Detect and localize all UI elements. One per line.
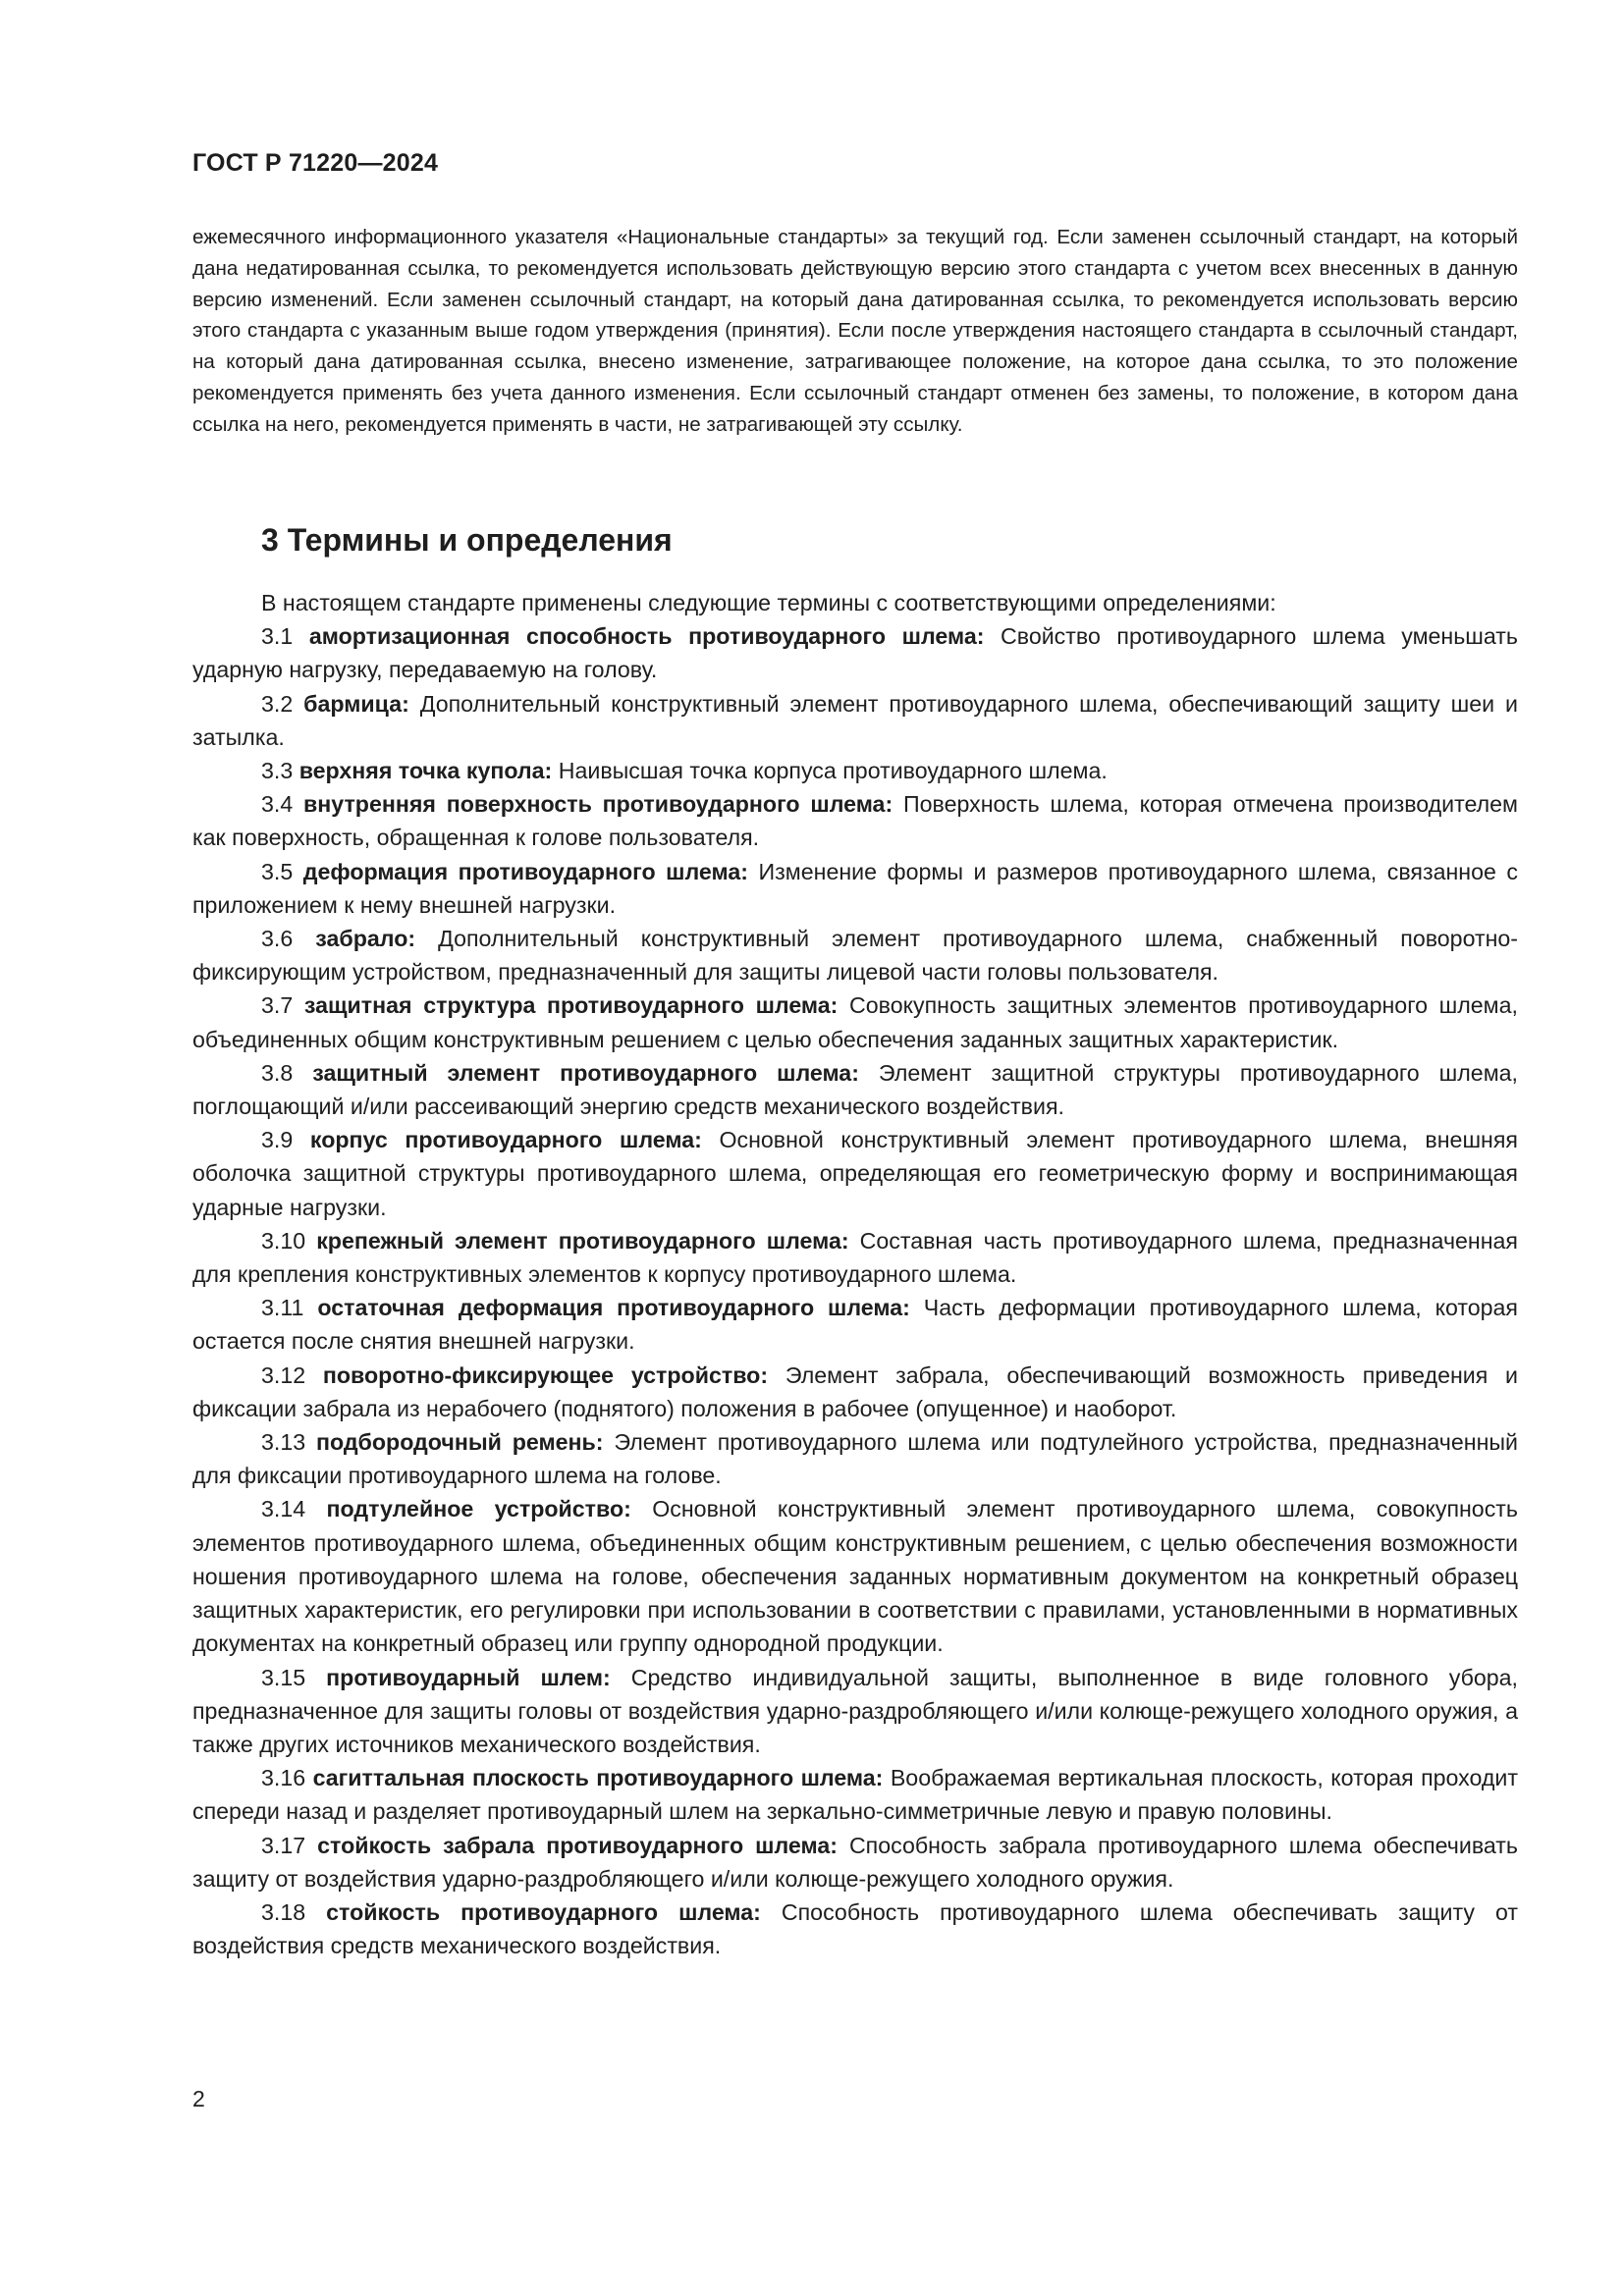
term-entry xyxy=(192,1492,1518,1660)
term-definition: Совокупность защитных элементов противоударного шлема, объединенных общим конструктивным решением с целью обеспечения заданных защитных характеристик. xyxy=(192,992,1518,1052)
term-entry xyxy=(192,1056,1518,1123)
term-entry xyxy=(192,1829,1518,1896)
term-definition: Часть деформации противоударного шлема, которая остается после снятия внешней нагрузки. xyxy=(192,1295,1518,1355)
term-name: поворотно-фиксирующее устройство: xyxy=(322,1362,769,1388)
term-entry xyxy=(192,754,1518,787)
term-name: деформация противоударного шлема: xyxy=(302,858,748,884)
term-name: подбородочный ремень: xyxy=(315,1429,604,1456)
term-entry xyxy=(192,922,1518,988)
term-entry xyxy=(192,619,1518,686)
term-number: 3.16 xyxy=(261,1765,306,1791)
term-number: 3.5 xyxy=(261,858,294,884)
term-number: 3.9 xyxy=(261,1127,294,1153)
term-definition: Воображаемая вертикальная плоскость, которая проходит спереди назад и разделяет противоударный шлем на зеркально-симметричные левую и правую половины. xyxy=(192,1765,1518,1825)
term-name: бармица: xyxy=(303,690,409,717)
term-name: подтулейное устройство: xyxy=(326,1496,631,1522)
term-number: 3.1 xyxy=(261,623,294,650)
term-definition: Дополнительный конструктивный элемент противоударного шлема, снабженный поворотно-фиксирующим устройством, предназначенный для защиты лицевой части головы пользователя. xyxy=(192,926,1519,986)
term-definition: Поверхность шлема, которая отмечена производителем как поверхность, обращенная к голове пользователя. xyxy=(192,791,1518,851)
term-definition: Элемент противоударного шлема или подтулейного устройства, предназначенный для фиксации противоударного шлема на голове. xyxy=(192,1429,1518,1489)
term-definition: Способность противоударного шлема обеспечивать защиту от воздействия средств механического воздействия. xyxy=(192,1898,1518,1959)
term-entry xyxy=(192,1425,1518,1492)
term-entry xyxy=(192,1291,1518,1358)
term-name: крепежный элемент противоударного шлема: xyxy=(316,1227,849,1254)
term-entry xyxy=(192,1761,1518,1828)
term-number: 3.8 xyxy=(261,1059,294,1086)
intro-paragraph: ежемесячного информационного указателя «Национальные стандарты» за текущий год. Если заменен ссылочный стандарт, на который дана недатированная ссылка, то рекомендуется использовать действующую версию этого стандарта с учетом всех внесенных в данную версию изменений. Если заменен ссылочный стандарт, на который дана датированная ссылка, то рекомендуется использовать версию этого стандарта с указанным выше годом утверждения (принятия). Если после утверждения настоящего стандарта в ссылочный стандарт, на который дана датированная ссылка, внесено изменение, затрагивающее положение, на которое дана ссылка, то это положение рекомендуется применять без учета данного изменения. Если ссылочный стандарт отменен без замены, то положение, в котором дана ссылка на него, рекомендуется применять в части, не затрагивающей эту ссылку. xyxy=(192,226,1518,436)
term-number: 3.3 xyxy=(261,758,294,784)
term-number: 3.11 xyxy=(261,1295,304,1321)
term-definition: Основной конструктивный элемент противоударного шлема, внешняя оболочка защитной структуры противоударного шлема, определяющая его геометрическую форму и воспринимающая ударные нагрузки. xyxy=(192,1127,1518,1220)
term-name: защитный элемент противоударного шлема: xyxy=(312,1059,859,1086)
term-entry xyxy=(192,1661,1518,1762)
term-definition: Изменение формы и размеров противоударного шлема, связанное с приложением к нему внешней нагрузки. xyxy=(192,858,1518,918)
term-name: стойкость противоударного шлема: xyxy=(326,1898,761,1925)
term-number: 3.2 xyxy=(261,690,294,717)
term-number: 3.15 xyxy=(261,1664,306,1690)
term-number: 3.14 xyxy=(261,1496,306,1522)
term-number: 3.4 xyxy=(261,791,294,818)
term-name: противоударный шлем: xyxy=(326,1664,611,1690)
term-entry xyxy=(192,988,1518,1055)
term-definition: Свойство противоударного шлема уменьшать ударную нагрузку, передаваемую на голову. xyxy=(192,623,1518,683)
term-entry xyxy=(192,1359,1518,1425)
section-title: 3 Термины и определения xyxy=(261,522,673,558)
terms-list xyxy=(192,586,1518,1962)
term-definition: Элемент защитной структуры противоударного шлема, поглощающий и/или рассеивающий энергию средств механического воздействия. xyxy=(192,1059,1518,1120)
term-name: амортизационная способность противоударного шлема: xyxy=(308,623,985,650)
term-definition: Дополнительный конструктивный элемент противоударного шлема, обеспечивающий защиту шеи и затылка. xyxy=(192,690,1519,750)
term-number: 3.13 xyxy=(261,1429,306,1456)
term-entry xyxy=(192,855,1518,922)
term-entry xyxy=(192,687,1518,754)
term-name: защитная структура противоударного шлема: xyxy=(303,992,839,1019)
term-entry xyxy=(192,787,1518,854)
term-name: стойкость забрала противоударного шлема: xyxy=(317,1832,838,1858)
term-entry xyxy=(192,1224,1518,1291)
term-number: 3.7 xyxy=(261,992,294,1019)
term-definition: Основной конструктивный элемент противоударного шлема, совокупность элементов противоударного шлема, объединенных общим конструктивным решением, с целью обеспечения возможности ношения противоударного шлема на голове, обеспечения заданных нормативным документом на конкретный образец защитных характеристик, его регулировки при использовании в соответствии с правилами, установленными в нормативных документах на конкретный образец или группу однородной продукции. xyxy=(192,1496,1518,1657)
term-entry xyxy=(192,1896,1518,1962)
term-number: 3.17 xyxy=(261,1832,306,1858)
term-entry xyxy=(192,1123,1518,1224)
term-definition: Способность забрала противоударного шлема обеспечивать защиту от воздействия ударно-раздробляющего и/или колюще-режущего холодного оружия. xyxy=(192,1832,1518,1892)
term-name: забрало: xyxy=(315,926,416,952)
section-lead: В настоящем стандарте применены следующие термины с соответствующими определениями: xyxy=(261,590,1276,615)
term-name: верхняя точка купола: xyxy=(298,758,553,784)
term-definition: Элемент забрала, обеспечивающий возможность приведения и фиксации забрала из нерабочего (поднятого) положения в рабочее (опущенное) и наоборот. xyxy=(192,1362,1518,1421)
term-number: 3.10 xyxy=(261,1227,306,1254)
term-number: 3.12 xyxy=(261,1362,306,1388)
page-number: 2 xyxy=(192,2086,205,2111)
term-number: 3.18 xyxy=(261,1898,306,1925)
term-name: внутренняя поверхность противоударного шлема: xyxy=(303,791,893,818)
term-number: 3.6 xyxy=(261,926,294,952)
term-definition: Наивысшая точка корпуса противоударного шлема. xyxy=(558,758,1108,784)
term-name: сагиттальная плоскость противоударного шлема: xyxy=(312,1765,884,1791)
document-code-header: ГОСТ Р 71220—2024 xyxy=(192,149,439,177)
term-name: остаточная деформация противоударного шлема: xyxy=(317,1295,910,1321)
term-name: корпус противоударного шлема: xyxy=(309,1127,702,1153)
term-definition: Средство индивидуальной защиты, выполненное в виде головного убора, предназначенное для защиты головы от воздействия ударно-раздробляющего и/или колюще-режущего холодного оружия, а также других источников механического воздействия. xyxy=(192,1664,1518,1757)
term-definition: Составная часть противоударного шлема, предназначенная для крепления конструктивных элементов к корпусу противоударного шлема. xyxy=(192,1227,1518,1288)
